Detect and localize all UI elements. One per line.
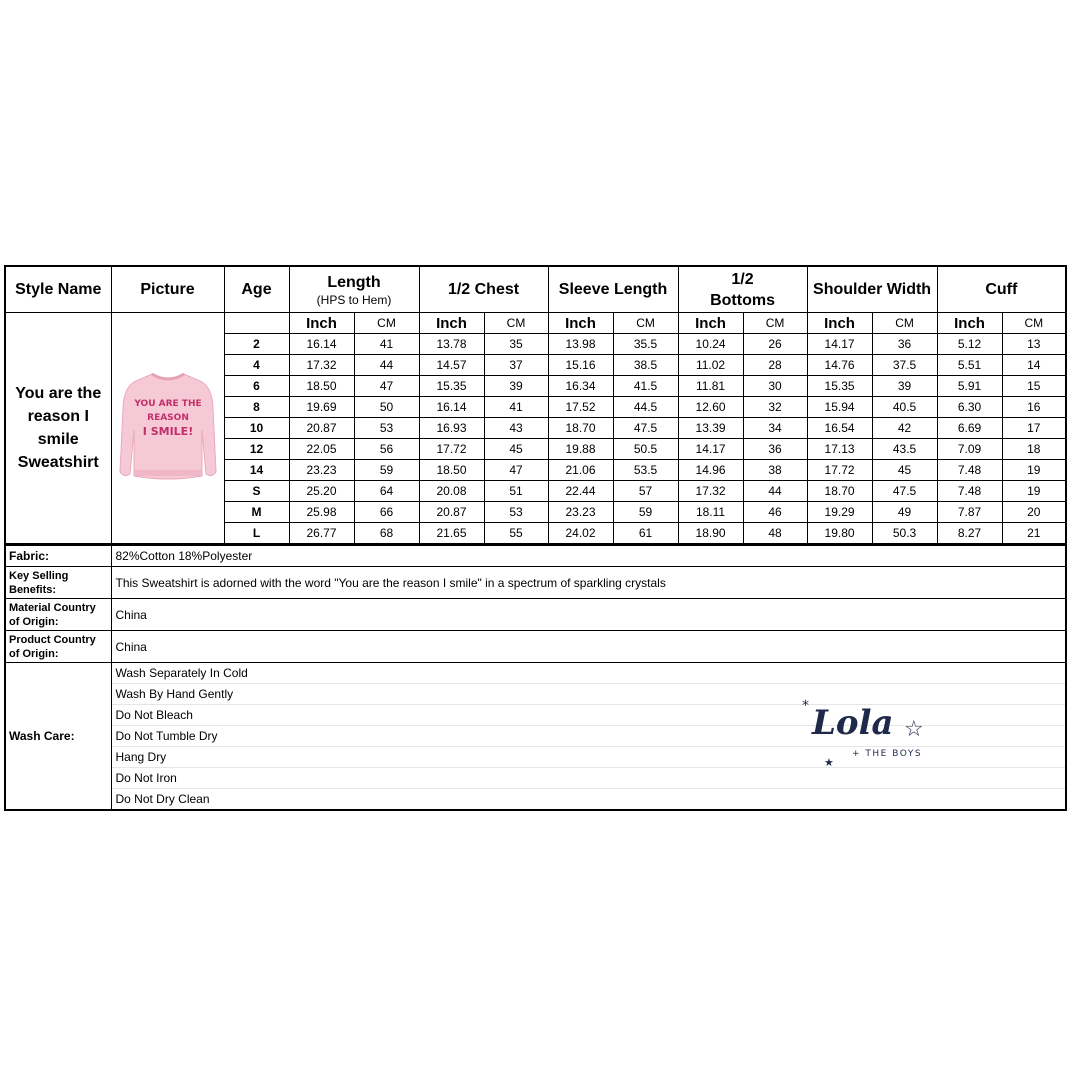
measurement-cell: 11.02 <box>678 355 743 376</box>
measurement-cell: 30 <box>743 376 807 397</box>
measurement-cell: 41 <box>354 334 419 355</box>
wash-care-row <box>5 768 1066 789</box>
measurement-cell: 50.5 <box>613 439 678 460</box>
fabric-label: Fabric: <box>5 546 111 567</box>
age-cell: 2 <box>224 334 289 355</box>
print-line: REASON <box>146 412 189 423</box>
star-icon: * <box>802 698 809 714</box>
measurement-cell: 17 <box>1002 418 1066 439</box>
measurement-cell: 48 <box>743 523 807 545</box>
sweatshirt-image <box>118 368 218 484</box>
header-bottoms-line1: 1/2 <box>731 270 754 288</box>
measurement-cell: 18.90 <box>678 523 743 545</box>
measurement-cell: 23.23 <box>289 460 354 481</box>
measurement-cell: 17.32 <box>678 481 743 502</box>
wash-care-item: Do Not Iron <box>111 768 1066 789</box>
measurement-cell: 14.17 <box>807 334 872 355</box>
measurement-cell: 37.5 <box>872 355 937 376</box>
measurement-cell: 47 <box>354 376 419 397</box>
measurement-cell: 35.5 <box>613 334 678 355</box>
unit-cm: CM <box>1002 313 1066 334</box>
unit-row <box>5 313 1066 334</box>
unit-cm: CM <box>613 313 678 334</box>
measurement-cell: 47.5 <box>613 418 678 439</box>
measurement-cell: 43 <box>484 418 548 439</box>
measurement-cell: 20.87 <box>289 418 354 439</box>
measurement-cell: 59 <box>354 460 419 481</box>
measurement-cell: 49 <box>872 502 937 523</box>
measurement-cell: 53 <box>354 418 419 439</box>
measurement-cell: 19.88 <box>548 439 613 460</box>
measurement-cell: 15.94 <box>807 397 872 418</box>
measurement-cell: 44 <box>743 481 807 502</box>
measurement-cell: 26 <box>743 334 807 355</box>
material-origin-row <box>5 599 1066 631</box>
measurement-cell: 15.16 <box>548 355 613 376</box>
measurement-cell: 13.98 <box>548 334 613 355</box>
measurement-cell: 25.20 <box>289 481 354 502</box>
unit-cm: CM <box>872 313 937 334</box>
measurement-cell: 16.34 <box>548 376 613 397</box>
measurement-cell: 17.52 <box>548 397 613 418</box>
header-chest: 1/2 Chest <box>419 266 548 313</box>
sweatshirt-hem <box>134 470 202 476</box>
measurement-cell: 19 <box>1002 460 1066 481</box>
measurement-cell: 50 <box>354 397 419 418</box>
header-bottoms-line2: Bottoms <box>710 291 775 309</box>
material-origin-label <box>5 599 111 631</box>
measurement-cell: 18.50 <box>419 460 484 481</box>
measurement-cell: 13.39 <box>678 418 743 439</box>
measurement-cell: 36 <box>872 334 937 355</box>
measurement-cell: 47 <box>484 460 548 481</box>
unit-inch: Inch <box>289 313 354 334</box>
measurement-cell: 16 <box>1002 397 1066 418</box>
measurement-cell: 15 <box>1002 376 1066 397</box>
measurement-cell: 51 <box>484 481 548 502</box>
measurement-cell: 21.06 <box>548 460 613 481</box>
style-name-line: You are the <box>15 385 102 402</box>
measurement-cell: 23.23 <box>548 502 613 523</box>
measurement-cell: 7.48 <box>937 460 1002 481</box>
age-cell: S <box>224 481 289 502</box>
measurement-cell: 25.98 <box>289 502 354 523</box>
measurement-cell: 26.77 <box>289 523 354 545</box>
measurement-cell: 6.69 <box>937 418 1002 439</box>
measurement-cell: 19.29 <box>807 502 872 523</box>
measurement-cell: 15.35 <box>419 376 484 397</box>
measurement-cell: 37 <box>484 355 548 376</box>
measurement-cell: 39 <box>872 376 937 397</box>
product-picture-cell <box>111 313 224 545</box>
age-cell: 10 <box>224 418 289 439</box>
measurement-cell: 45 <box>484 439 548 460</box>
header-shoulder: Shoulder Width <box>807 266 937 313</box>
age-cell: M <box>224 502 289 523</box>
measurement-cell: 20 <box>1002 502 1066 523</box>
measurement-cell: 15.35 <box>807 376 872 397</box>
measurement-cell: 14.96 <box>678 460 743 481</box>
unit-cm: CM <box>354 313 419 334</box>
measurement-cell: 14.76 <box>807 355 872 376</box>
measurement-cell: 61 <box>613 523 678 545</box>
measurement-cell: 18 <box>1002 439 1066 460</box>
measurement-cell: 22.05 <box>289 439 354 460</box>
measurement-cell: 59 <box>613 502 678 523</box>
measurement-cell: 20.08 <box>419 481 484 502</box>
measurement-cell: 34 <box>743 418 807 439</box>
print-line: I SMILE! <box>142 424 193 438</box>
label-line: Product Country <box>9 633 96 646</box>
star-outline-icon: ☆ <box>904 717 924 742</box>
unit-cm: CM <box>743 313 807 334</box>
age-cell: 8 <box>224 397 289 418</box>
logo-word: Lola <box>812 703 894 743</box>
label-line: Benefits: <box>9 583 57 596</box>
product-origin-value: China <box>111 631 1066 663</box>
measurement-cell: 16.14 <box>289 334 354 355</box>
measurement-cell: 6.30 <box>937 397 1002 418</box>
measurement-cell: 38.5 <box>613 355 678 376</box>
measurement-cell: 50.3 <box>872 523 937 545</box>
product-origin-label <box>5 631 111 663</box>
measurement-cell: 35 <box>484 334 548 355</box>
age-unit-blank <box>224 313 289 334</box>
measurement-cell: 13.78 <box>419 334 484 355</box>
key-selling-value: This Sweatshirt is adorned with the word "You are the reason I smile" in a spectrum of sparkling crystals <box>111 567 1066 599</box>
header-length-sub: (HPS to Hem) <box>316 293 392 307</box>
measurement-cell: 56 <box>354 439 419 460</box>
material-origin-value: China <box>111 599 1066 631</box>
unit-inch: Inch <box>548 313 613 334</box>
measurement-cell: 45 <box>872 460 937 481</box>
age-cell: 6 <box>224 376 289 397</box>
header-picture: Picture <box>111 266 224 313</box>
measurement-cell: 20.87 <box>419 502 484 523</box>
fabric-value: 82%Cotton 18%Polyester <box>111 546 1066 567</box>
header-length <box>289 266 419 313</box>
unit-inch: Inch <box>807 313 872 334</box>
age-cell: 12 <box>224 439 289 460</box>
header-age: Age <box>224 266 289 313</box>
measurement-cell: 11.81 <box>678 376 743 397</box>
measurement-cell: 44.5 <box>613 397 678 418</box>
measurement-cell: 14.57 <box>419 355 484 376</box>
wash-care-item: Do Not Tumble Dry <box>111 726 1066 747</box>
measurement-cell: 14.17 <box>678 439 743 460</box>
measurement-cell: 22.44 <box>548 481 613 502</box>
unit-inch: Inch <box>419 313 484 334</box>
wash-care-item: Do Not Dry Clean <box>111 789 1066 811</box>
age-cell: 4 <box>224 355 289 376</box>
measurement-cell: 18.50 <box>289 376 354 397</box>
measurement-cell: 66 <box>354 502 419 523</box>
measurement-cell: 16.14 <box>419 397 484 418</box>
measurement-cell: 7.48 <box>937 481 1002 502</box>
measurement-cell: 44 <box>354 355 419 376</box>
measurement-cell: 5.51 <box>937 355 1002 376</box>
measurement-cell: 55 <box>484 523 548 545</box>
wash-care-item: Wash Separately In Cold <box>111 663 1066 684</box>
measurement-cell: 13 <box>1002 334 1066 355</box>
style-name-line: Sweatshirt <box>17 454 99 471</box>
header-sleeve: Sleeve Length <box>548 266 678 313</box>
measurement-cell: 53 <box>484 502 548 523</box>
wash-care-row <box>5 789 1066 811</box>
measurement-cell: 57 <box>613 481 678 502</box>
key-selling-row <box>5 567 1066 599</box>
measurement-cell: 18.70 <box>548 418 613 439</box>
label-line: of Origin: <box>9 647 59 660</box>
measurement-cell: 7.87 <box>937 502 1002 523</box>
measurement-cell: 10.24 <box>678 334 743 355</box>
key-selling-label <box>5 567 111 599</box>
measurement-cell: 17.13 <box>807 439 872 460</box>
product-origin-row <box>5 631 1066 663</box>
lola-logo <box>798 690 938 770</box>
measurement-cell: 24.02 <box>548 523 613 545</box>
measurement-cell: 5.12 <box>937 334 1002 355</box>
measurement-cell: 68 <box>354 523 419 545</box>
measurement-cell: 18.11 <box>678 502 743 523</box>
fabric-row <box>5 546 1066 567</box>
measurement-cell: 47.5 <box>872 481 937 502</box>
measurement-cell: 19.69 <box>289 397 354 418</box>
unit-inch: Inch <box>678 313 743 334</box>
print-line: YOU ARE THE <box>133 398 202 409</box>
info-table <box>4 545 1067 811</box>
measurement-cell: 42 <box>872 418 937 439</box>
age-cell: L <box>224 523 289 545</box>
measurement-cell: 32 <box>743 397 807 418</box>
measurement-cell: 16.93 <box>419 418 484 439</box>
unit-cm: CM <box>484 313 548 334</box>
header-bottoms <box>678 266 807 313</box>
label-line: Key Selling <box>9 569 69 582</box>
wash-care-row <box>5 663 1066 684</box>
measurement-cell: 8.27 <box>937 523 1002 545</box>
label-line: Material Country <box>9 601 96 614</box>
header-style-name: Style Name <box>5 266 111 313</box>
age-cell: 14 <box>224 460 289 481</box>
measurement-cell: 21.65 <box>419 523 484 545</box>
measurement-cell: 39 <box>484 376 548 397</box>
measurement-cell: 17.32 <box>289 355 354 376</box>
measurement-cell: 41.5 <box>613 376 678 397</box>
star-small-icon: ★ <box>824 756 834 769</box>
wash-care-item: Hang Dry <box>111 747 1066 768</box>
measurement-cell: 17.72 <box>807 460 872 481</box>
measurement-cell: 64 <box>354 481 419 502</box>
wash-care-item: Wash By Hand Gently <box>111 684 1066 705</box>
measurement-cell: 40.5 <box>872 397 937 418</box>
style-name-line: smile <box>37 431 79 448</box>
measurement-cell: 19 <box>1002 481 1066 502</box>
measurement-cell: 12.60 <box>678 397 743 418</box>
header-length-label: Length <box>327 274 381 291</box>
size-table <box>4 265 1067 545</box>
logo-tagline: + THE BOYS <box>852 749 923 759</box>
measurement-cell: 43.5 <box>872 439 937 460</box>
header-cuff: Cuff <box>937 266 1066 313</box>
measurement-cell: 28 <box>743 355 807 376</box>
measurement-cell: 36 <box>743 439 807 460</box>
header-row <box>5 266 1066 313</box>
measurement-cell: 17.72 <box>419 439 484 460</box>
measurement-cell: 19.80 <box>807 523 872 545</box>
measurement-cell: 14 <box>1002 355 1066 376</box>
measurement-cell: 21 <box>1002 523 1066 545</box>
label-line: of Origin: <box>9 615 59 628</box>
wash-care-label: Wash Care: <box>5 663 111 811</box>
measurement-cell: 16.54 <box>807 418 872 439</box>
measurement-cell: 7.09 <box>937 439 1002 460</box>
measurement-cell: 46 <box>743 502 807 523</box>
style-name-line: reason I <box>27 408 89 425</box>
unit-inch: Inch <box>937 313 1002 334</box>
measurement-cell: 41 <box>484 397 548 418</box>
measurement-cell: 53.5 <box>613 460 678 481</box>
wash-care-item: Do Not Bleach <box>111 705 1066 726</box>
measurement-cell: 5.91 <box>937 376 1002 397</box>
style-name-cell <box>5 313 111 545</box>
measurement-cell: 18.70 <box>807 481 872 502</box>
measurement-cell: 38 <box>743 460 807 481</box>
